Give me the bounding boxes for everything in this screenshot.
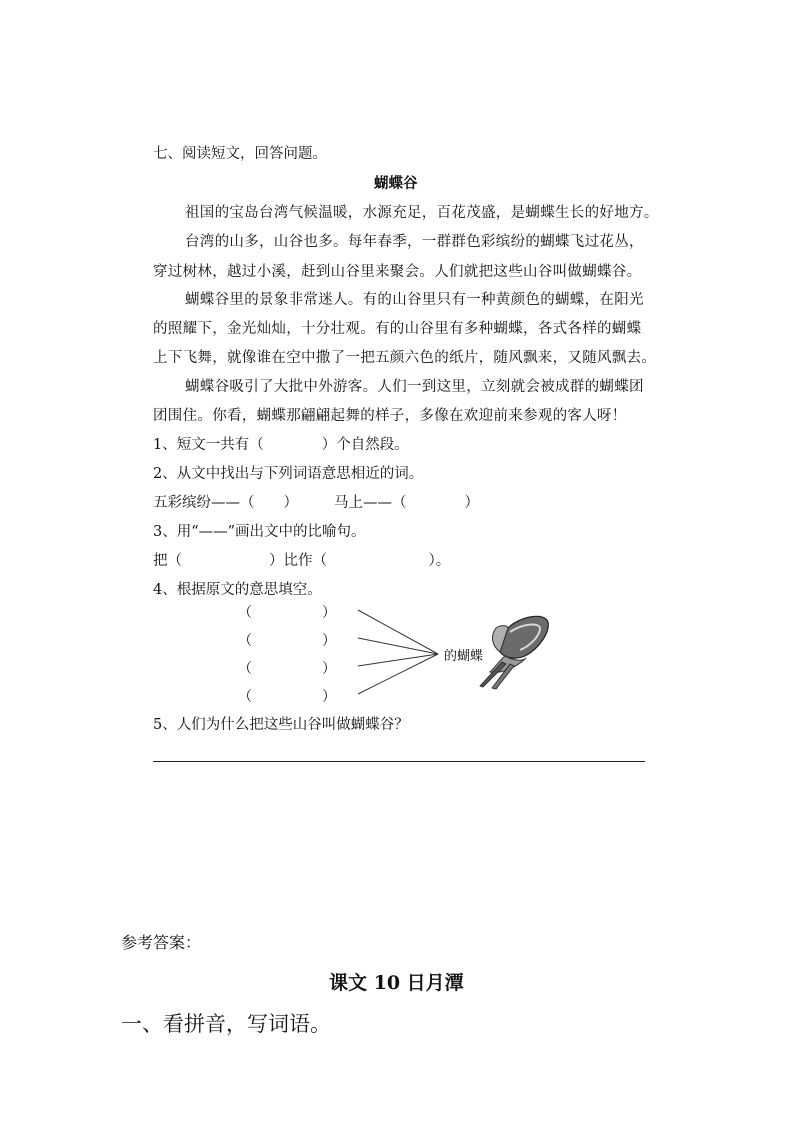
q4-blank-3: （ ）	[238, 661, 336, 677]
question-2-item-a: 五彩缤纷——（ ）	[153, 495, 298, 511]
question-1: 1、短文一共有（ ）个自然段。	[153, 437, 409, 453]
paragraph-2-line-2: 穿过树林，越过小溪，赶到山谷里来聚会。人们就把这些山谷叫做蝴蝶谷。	[153, 264, 642, 280]
question-2: 2、从文中找出与下列词语意思相近的词。	[153, 466, 424, 482]
connector-lines	[358, 610, 438, 694]
q4-butterfly-label: 的蝴蝶	[444, 649, 484, 664]
q4-blank-2: （ ）	[238, 633, 336, 649]
question-4: 4、根据原文的意思填空。	[153, 582, 322, 598]
butterfly-icon	[480, 616, 548, 689]
question-2-item-b: 马上——（ ）	[334, 495, 479, 511]
question-3-fill: 把（ ）比作（ ）。	[153, 553, 451, 569]
question-3: 3、用“——”画出文中的比喻句。	[153, 524, 366, 540]
paragraph-4-line-2: 团围住。你看，蝴蝶那翩翩起舞的样子，多像在欢迎前来参观的客人呀！	[153, 408, 627, 424]
lesson-title: 课文 10 日月潭	[329, 972, 464, 994]
answers-section-one: 一、看拼音，写词语。	[121, 1012, 331, 1036]
paragraph-4-line-1: 蝴蝶谷吸引了大批中外游客。人们一到这里，立刻就会被成群的蝴蝶团	[185, 379, 644, 395]
paragraph-3-line-2: 的照耀下，金光灿灿，十分壮观。有的山谷里有多种蝴蝶，各式各样的蝴蝶	[153, 321, 642, 337]
paragraph-2-line-1: 台湾的山多，山谷也多。每年春季，一群群色彩缤纷的蝴蝶飞过花丛，	[185, 234, 644, 250]
paragraph-1-line-1: 祖国的宝岛台湾气候温暖，水源充足，百花茂盛，是蝴蝶生长的好地方。	[185, 205, 659, 221]
section7-heading: 七、阅读短文，回答问题。	[153, 146, 327, 162]
answer-line	[153, 761, 645, 762]
q4-blank-4: （ ）	[238, 689, 336, 705]
question-5: 5、人们为什么把这些山谷叫做蝴蝶谷？	[153, 717, 409, 733]
answers-label: 参考答案：	[121, 933, 202, 952]
paragraph-3-line-1: 蝴蝶谷里的景象非常迷人。有的山谷里只有一种黄颜色的蝴蝶，在阳光	[185, 292, 644, 308]
q4-blank-1: （ ）	[238, 605, 336, 621]
paragraph-3-line-3: 上下飞舞，就像谁在空中撒了一把五颜六色的纸片，随风飘来，又随风飘去。	[153, 350, 657, 366]
passage-title: 蝴蝶谷	[374, 175, 418, 192]
